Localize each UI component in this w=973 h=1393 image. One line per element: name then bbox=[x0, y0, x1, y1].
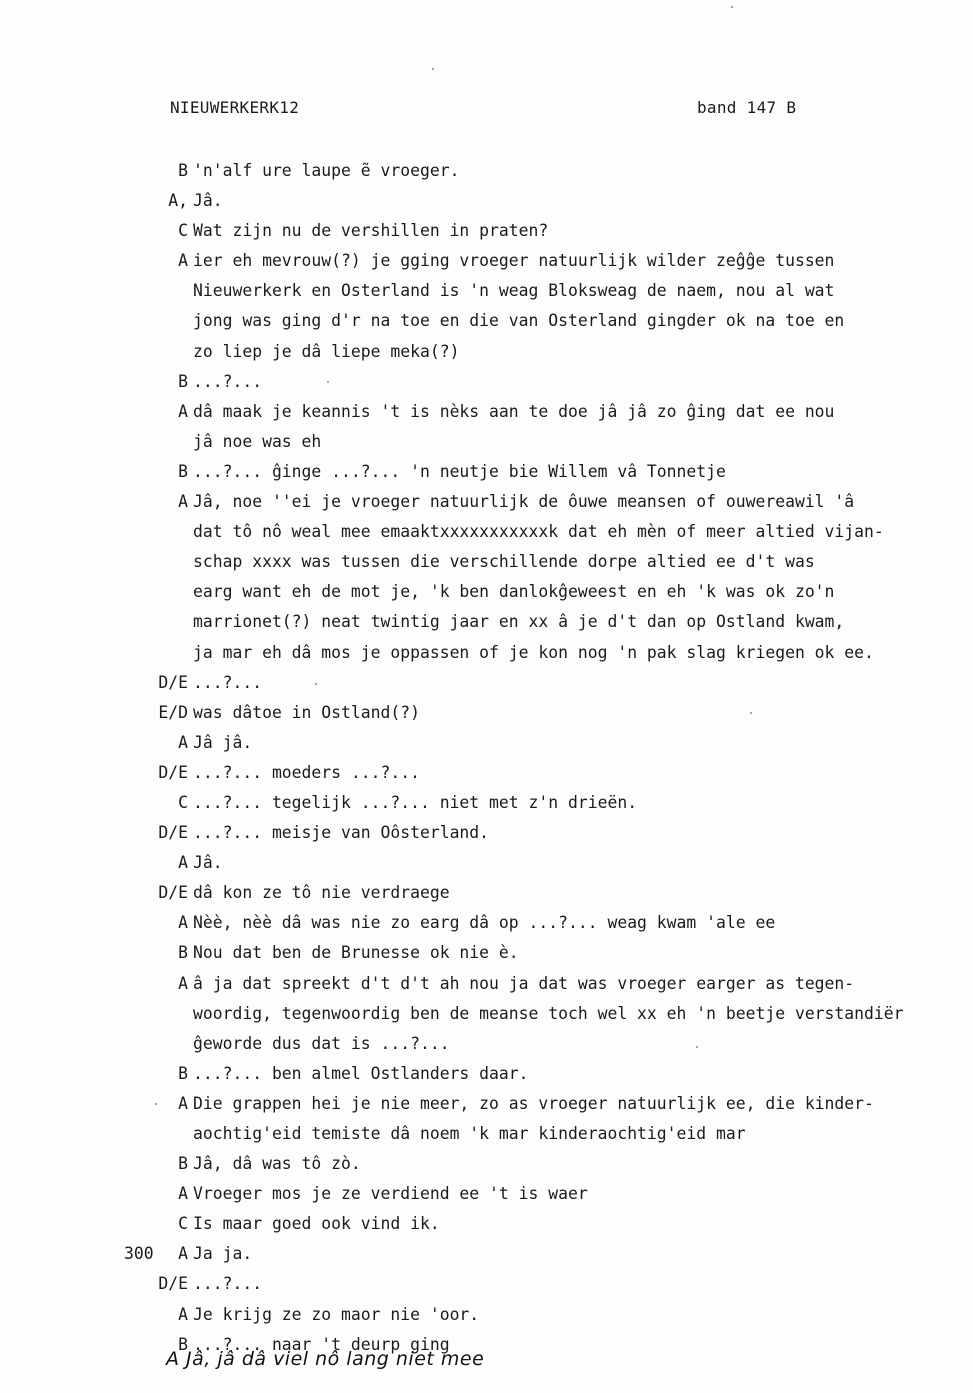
transcript-line bbox=[0, 638, 973, 668]
speaker-label: A, bbox=[168, 191, 188, 211]
transcript-line bbox=[0, 577, 973, 607]
utterance-text: dâ maak je keannis 't is nèks aan te doe jâ jâ zo ĝing dat ee nou bbox=[193, 401, 835, 421]
transcript-line bbox=[0, 698, 973, 728]
speaker-label: D/E bbox=[158, 1274, 188, 1294]
transcript-line bbox=[0, 1330, 973, 1360]
speaker-label: D/E bbox=[158, 883, 188, 903]
transcript-line bbox=[0, 457, 973, 487]
transcript-line bbox=[0, 246, 973, 276]
utterance-text: ...?... ĝinge ...?... 'n neutje bie Willem vâ Tonnetje bbox=[193, 461, 726, 481]
speaker-label: A bbox=[178, 732, 188, 752]
speaker-label: A bbox=[178, 913, 188, 933]
utterance-text: aochtig'eid temiste dâ noem 'k mar kinderaochtig'eid mar bbox=[193, 1124, 746, 1143]
line-number: 300 bbox=[124, 1244, 154, 1264]
speaker-label: B bbox=[178, 1063, 188, 1083]
utterance-text: Jâ, noe ''ei je vroeger natuurlijk de ôuwe meansen of ouwereawil 'â bbox=[193, 492, 855, 512]
utterance-text: Ja ja. bbox=[193, 1244, 253, 1264]
speaker-label: A bbox=[178, 1184, 188, 1204]
utterance-text: Is maar goed ook vind ik. bbox=[193, 1214, 440, 1234]
utterance-text: ...?... bbox=[193, 1274, 263, 1294]
transcript-line bbox=[0, 607, 973, 637]
transcript-line bbox=[0, 878, 973, 908]
speaker-label: B bbox=[178, 161, 188, 180]
scan-speck bbox=[432, 68, 434, 70]
speaker-label: C bbox=[178, 792, 188, 812]
scan-speck bbox=[750, 712, 752, 714]
utterance-text: Nieuwerkerk en Osterland is 'n weag Bloksweag de naem, nou al wat bbox=[193, 281, 835, 301]
utterance-text: ...?... ben almel Ostlanders daar. bbox=[193, 1063, 529, 1083]
transcript-line bbox=[0, 728, 973, 758]
scan-speck bbox=[731, 6, 733, 8]
utterance-text: Jâ, dâ was tô zò. bbox=[193, 1154, 361, 1174]
utterance-text: ...?... tegelijk ...?... niet met z'n drieën. bbox=[193, 792, 638, 812]
speaker-label: B bbox=[178, 461, 188, 481]
utterance-text: dat tô nô weal mee emaaktxxxxxxxxxxxk dat eh mèn of meer altied vijan- bbox=[193, 522, 884, 542]
speaker-label: A bbox=[178, 1304, 188, 1324]
utterance-text: woordig, tegenwoordig ben de meanse toch wel xx eh 'n beetje verstandiër bbox=[193, 1003, 904, 1023]
transcript-line bbox=[0, 216, 973, 246]
speaker-label: B bbox=[178, 371, 188, 391]
transcript-line bbox=[0, 427, 973, 457]
utterance-text: Die grappen hei je nie meer, zo as vroeger natuurlijk ee, die kinder- bbox=[193, 1093, 874, 1113]
scan-speck bbox=[327, 381, 329, 383]
utterance-text: Nèè, nèè dâ was nie zo earg dâ op ...?... weag kwam 'ale ee bbox=[193, 913, 776, 933]
speaker-label: A bbox=[178, 853, 188, 873]
transcript-line bbox=[0, 1059, 973, 1089]
transcript-line bbox=[0, 1300, 973, 1330]
transcript-line bbox=[0, 1269, 973, 1299]
utterance-text: schap xxxx was tussen die verschillende dorpe altied ee d't was bbox=[193, 552, 815, 572]
utterance-text: â ja dat spreekt d't d't ah nou ja dat was vroeger earger as tegen- bbox=[193, 973, 855, 993]
utterance-text: ...?... meisje van Oôsterland. bbox=[193, 823, 490, 843]
transcript-line bbox=[0, 517, 973, 547]
transcript-line bbox=[0, 397, 973, 427]
speaker-label: A bbox=[178, 251, 188, 271]
transcript-line bbox=[0, 1179, 973, 1209]
utterance-text: dâ kon ze tô nie verdraege bbox=[193, 883, 450, 903]
transcript-line bbox=[0, 818, 973, 848]
speaker-label: E/D bbox=[158, 702, 188, 722]
transcript-line bbox=[0, 848, 973, 878]
utterance-text: ja mar eh dâ mos je oppassen of je kon nog 'n pak slag kriegen ok ee. bbox=[193, 642, 874, 662]
transcript-line bbox=[0, 969, 973, 999]
transcript-line bbox=[0, 1119, 973, 1149]
speaker-label: D/E bbox=[158, 672, 188, 692]
speaker-label: B bbox=[178, 1154, 188, 1174]
utterance-text: jâ noe was eh bbox=[193, 431, 322, 451]
transcript-line bbox=[0, 1209, 973, 1239]
handwritten-line: A Jâ, jâ dâ viel nô lang niet mee bbox=[166, 1348, 485, 1370]
speaker-label: D/E bbox=[158, 823, 188, 843]
utterance-text: ...?... moeders ...?... bbox=[193, 762, 420, 782]
transcript-line bbox=[0, 1089, 973, 1119]
utterance-text: 'n'alf ure laupe ẽ vroeger. bbox=[193, 161, 460, 180]
transcript-line bbox=[0, 758, 973, 788]
utterance-text: ĝeworde dus dat is ...?... bbox=[193, 1033, 450, 1053]
transcript-line bbox=[0, 908, 973, 938]
transcript-line bbox=[0, 367, 973, 397]
transcript-line bbox=[0, 668, 973, 698]
utterance-text: Wat zijn nu de vershillen in praten? bbox=[193, 221, 549, 241]
transcript-line bbox=[0, 156, 973, 186]
utterance-text: ier eh mevrouw(?) je gging vroeger natuurlijk wilder zeĝĝe tussen bbox=[193, 251, 835, 271]
transcript-line bbox=[0, 337, 973, 367]
transcript-line bbox=[0, 938, 973, 968]
speaker-label: B bbox=[178, 1334, 188, 1354]
transcript-line bbox=[0, 1029, 973, 1059]
speaker-label: A bbox=[178, 1093, 188, 1113]
scan-speck bbox=[315, 683, 317, 685]
utterance-text: Jâ. bbox=[193, 853, 223, 873]
speaker-label: B bbox=[178, 943, 188, 963]
utterance-text: Vroeger mos je ze verdiend ee 't is waer bbox=[193, 1184, 588, 1204]
speaker-label: C bbox=[178, 221, 188, 241]
utterance-text: marrionet(?) neat twintig jaar en xx â je d't dan op Ostland kwam, bbox=[193, 612, 845, 632]
speaker-label: A bbox=[178, 492, 188, 512]
transcript-line bbox=[0, 788, 973, 818]
utterance-text: was dâtoe in Ostland(?) bbox=[193, 702, 420, 722]
transcript-line bbox=[0, 999, 973, 1029]
scan-speck bbox=[696, 1046, 698, 1048]
utterance-text: ...?... naar 't deurp ging bbox=[193, 1334, 450, 1354]
transcript-line bbox=[0, 306, 973, 336]
speaker-label: A bbox=[178, 973, 188, 993]
utterance-text: jong was ging d'r na toe en die van Osterland gingder ok na toe en bbox=[193, 311, 845, 331]
speaker-label: C bbox=[178, 1214, 188, 1234]
utterance-text: ...?... bbox=[193, 672, 263, 692]
transcript-line bbox=[0, 186, 973, 216]
utterance-text: Nou dat ben de Brunesse ok nie è. bbox=[193, 943, 519, 963]
transcript-line bbox=[0, 1149, 973, 1179]
band-label: band 147 B bbox=[697, 98, 797, 117]
speaker-label: A bbox=[178, 401, 188, 421]
utterance-text: Jâ jâ. bbox=[193, 732, 253, 752]
utterance-text: zo liep je dâ liepe meka(?) bbox=[193, 341, 460, 361]
transcript-line bbox=[0, 487, 973, 517]
speaker-label: A bbox=[178, 1244, 188, 1264]
transcript-line bbox=[0, 1239, 973, 1269]
utterance-text: Jâ. bbox=[193, 191, 223, 211]
transcript-lines bbox=[0, 156, 973, 1360]
transcript-line bbox=[0, 547, 973, 577]
document-title: NIEUWERKERK12 bbox=[170, 98, 300, 117]
utterance-text: ...?... bbox=[193, 371, 263, 391]
utterance-text: earg want eh de mot je, 'k ben danlokĝeweest en eh 'k was ok zo'n bbox=[193, 582, 835, 602]
speaker-label: D/E bbox=[158, 762, 188, 782]
transcript-line bbox=[0, 276, 973, 306]
utterance-text: Je krijg ze zo maor nie 'oor. bbox=[193, 1304, 480, 1324]
scan-speck bbox=[155, 1103, 157, 1105]
